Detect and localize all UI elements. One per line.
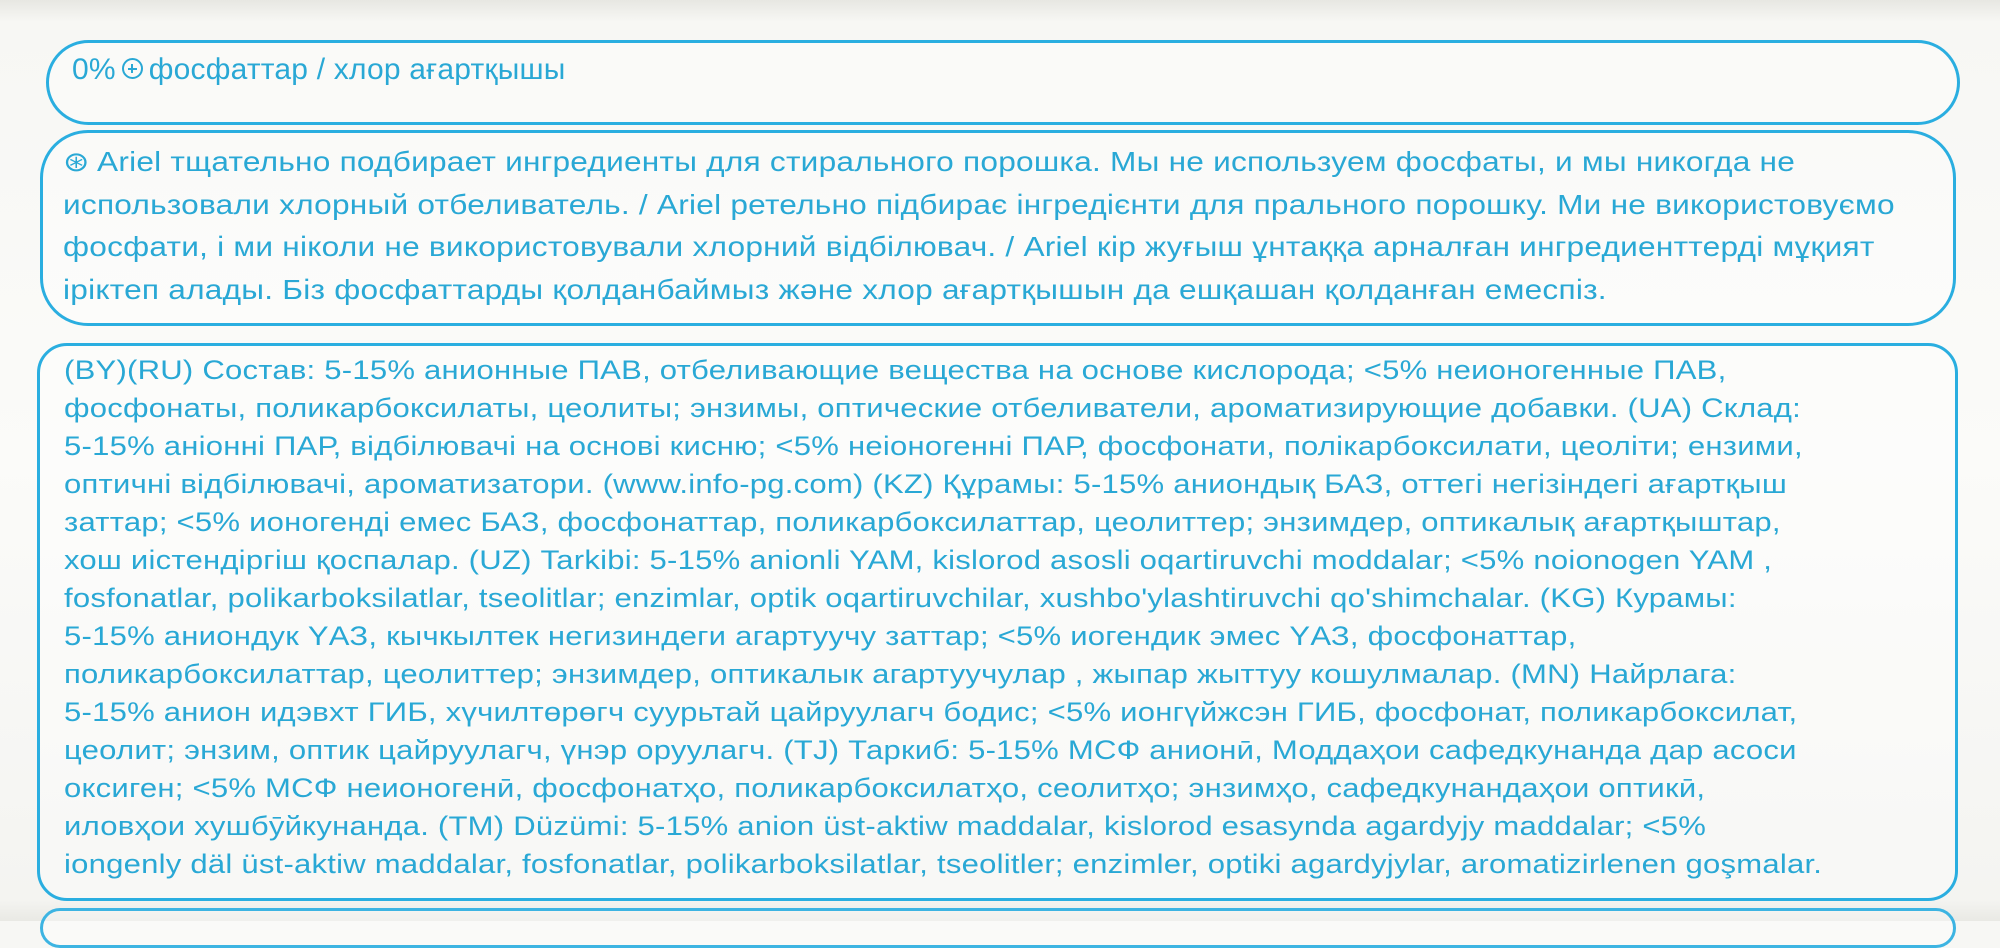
asterisk-circle-icon bbox=[122, 58, 143, 79]
composition-line-4: оптичні відбілювачі, ароматизатори. (www.info-pg.com) (KZ) Құрамы: 5-15% аниондық БАЗ, оттегі негізіндегі ағартқыш bbox=[64, 469, 1787, 499]
composition-line-9: поликарбоксилаттар, цеолиттер; энзимдер, оптикалык агартуучулар , жыпар жыттуу кошулмалар. (MN) Найрлага: bbox=[64, 659, 1737, 689]
composition-line-10: 5-15% анион идэвхт ГИБ, хүчилтөрөгч суурьтай цайруулагч бодис; <5% ионгүйжсэн ГИБ, фосфонат, поликарбоксилат, bbox=[64, 697, 1798, 727]
notice-label: фосфаттар / хлор ағартқышы bbox=[148, 53, 566, 86]
composition-line-11: цеолит; энзим, оптик цайруулагч, үнэр оруулагч. (TJ) Таркиб: 5-15% МСФ анионӣ, Моддаҳои сафедкунанда дар асоси bbox=[64, 735, 1797, 765]
info-line-3: фосфати, і ми ніколи не використовували хлорний відбілювач. / Ariel кір жуғыш ұнтаққа арналған ингредиенттерді мұқият bbox=[63, 231, 1875, 262]
next-box-edge bbox=[40, 908, 1956, 948]
info-line-2: использовали хлорный отбеливатель. / Ariel ретельно підбирає інгредієнти для прального порошку. Ми не використовуємо bbox=[63, 189, 1895, 220]
composition-line-6: хош иістендіргіш қоспалар. (UZ) Tarkibi: 5-15% anionli YAM, kislorod asosli oqartiruvchi moddalar; <5% noionogen YAM , bbox=[64, 545, 1773, 575]
composition-line-13: иловҳои хушбӯйкунанда. (TM) Düzümi: 5-15% anion üst-aktiw maddalar, kislorod esasynda agardyjy maddalar; <5% bbox=[64, 811, 1707, 841]
composition-line-8: 5-15% аниондук YАЗ, кычкылтек негизиндеги агартуучу заттар; <5% иогендик эмес YАЗ, фосфонаттар, bbox=[64, 621, 1577, 651]
composition-line-3: 5-15% аніонні ПАР, відбілювачі на основі кисню; <5% неіоногенні ПАР, фосфонати, полікарбоксилати, цеоліти; ензими, bbox=[64, 431, 1803, 461]
composition-line-12: оксиген; <5% МСФ неионогенӣ, фосфонатҳо, поликарбоксилатҳо, сеолитҳо; энзимҳо, сафедкунандаҳои оптикӣ, bbox=[64, 773, 1706, 803]
info-line-1: ⊛ Ariel тщательно подбирает ингредиенты для стирального порошка. Мы не используем фосфаты, и мы никогда не bbox=[63, 146, 1796, 177]
phosphate-notice-text bbox=[72, 53, 566, 87]
composition-line-7: fosfonatlar, polikarboksilatlar, tseolitlar; enzimlar, optik oqartiruvchilar, xushbo'ylashtiruvchi qo'shimchalar. (KG) Курамы: bbox=[64, 583, 1737, 613]
percent-label: 0% bbox=[72, 53, 116, 86]
composition-line-14: iongenly däl üst-aktiw maddalar, fosfonatlar, polikarboksilatlar, tseolitler; enzimler, optiki agardyjylar, aromatizirlenen goşmalar. bbox=[64, 849, 1823, 879]
composition-line-2: фосфонаты, поликарбоксилаты, цеолиты; энзимы, оптические отбеливатели, ароматизирующие добавки. (UA) Склад: bbox=[64, 393, 1802, 423]
composition-line-1: (BY)(RU) Состав: 5-15% анионные ПАВ, отбеливающие вещества на основе кислорода; <5% неионогенные ПАВ, bbox=[64, 355, 1727, 385]
composition-line-5: заттар; <5% ионогенді емес БАЗ, фосфонаттар, поликарбоксилаттар, цеолиттер; энзимдер, оптикалық ағартқыштар, bbox=[64, 507, 1781, 537]
info-line-4: іріктеп алады. Біз фосфаттарды қолданбаймыз және хлор ағартқышын да ешқашан қолданған емеспіз. bbox=[63, 274, 1607, 305]
